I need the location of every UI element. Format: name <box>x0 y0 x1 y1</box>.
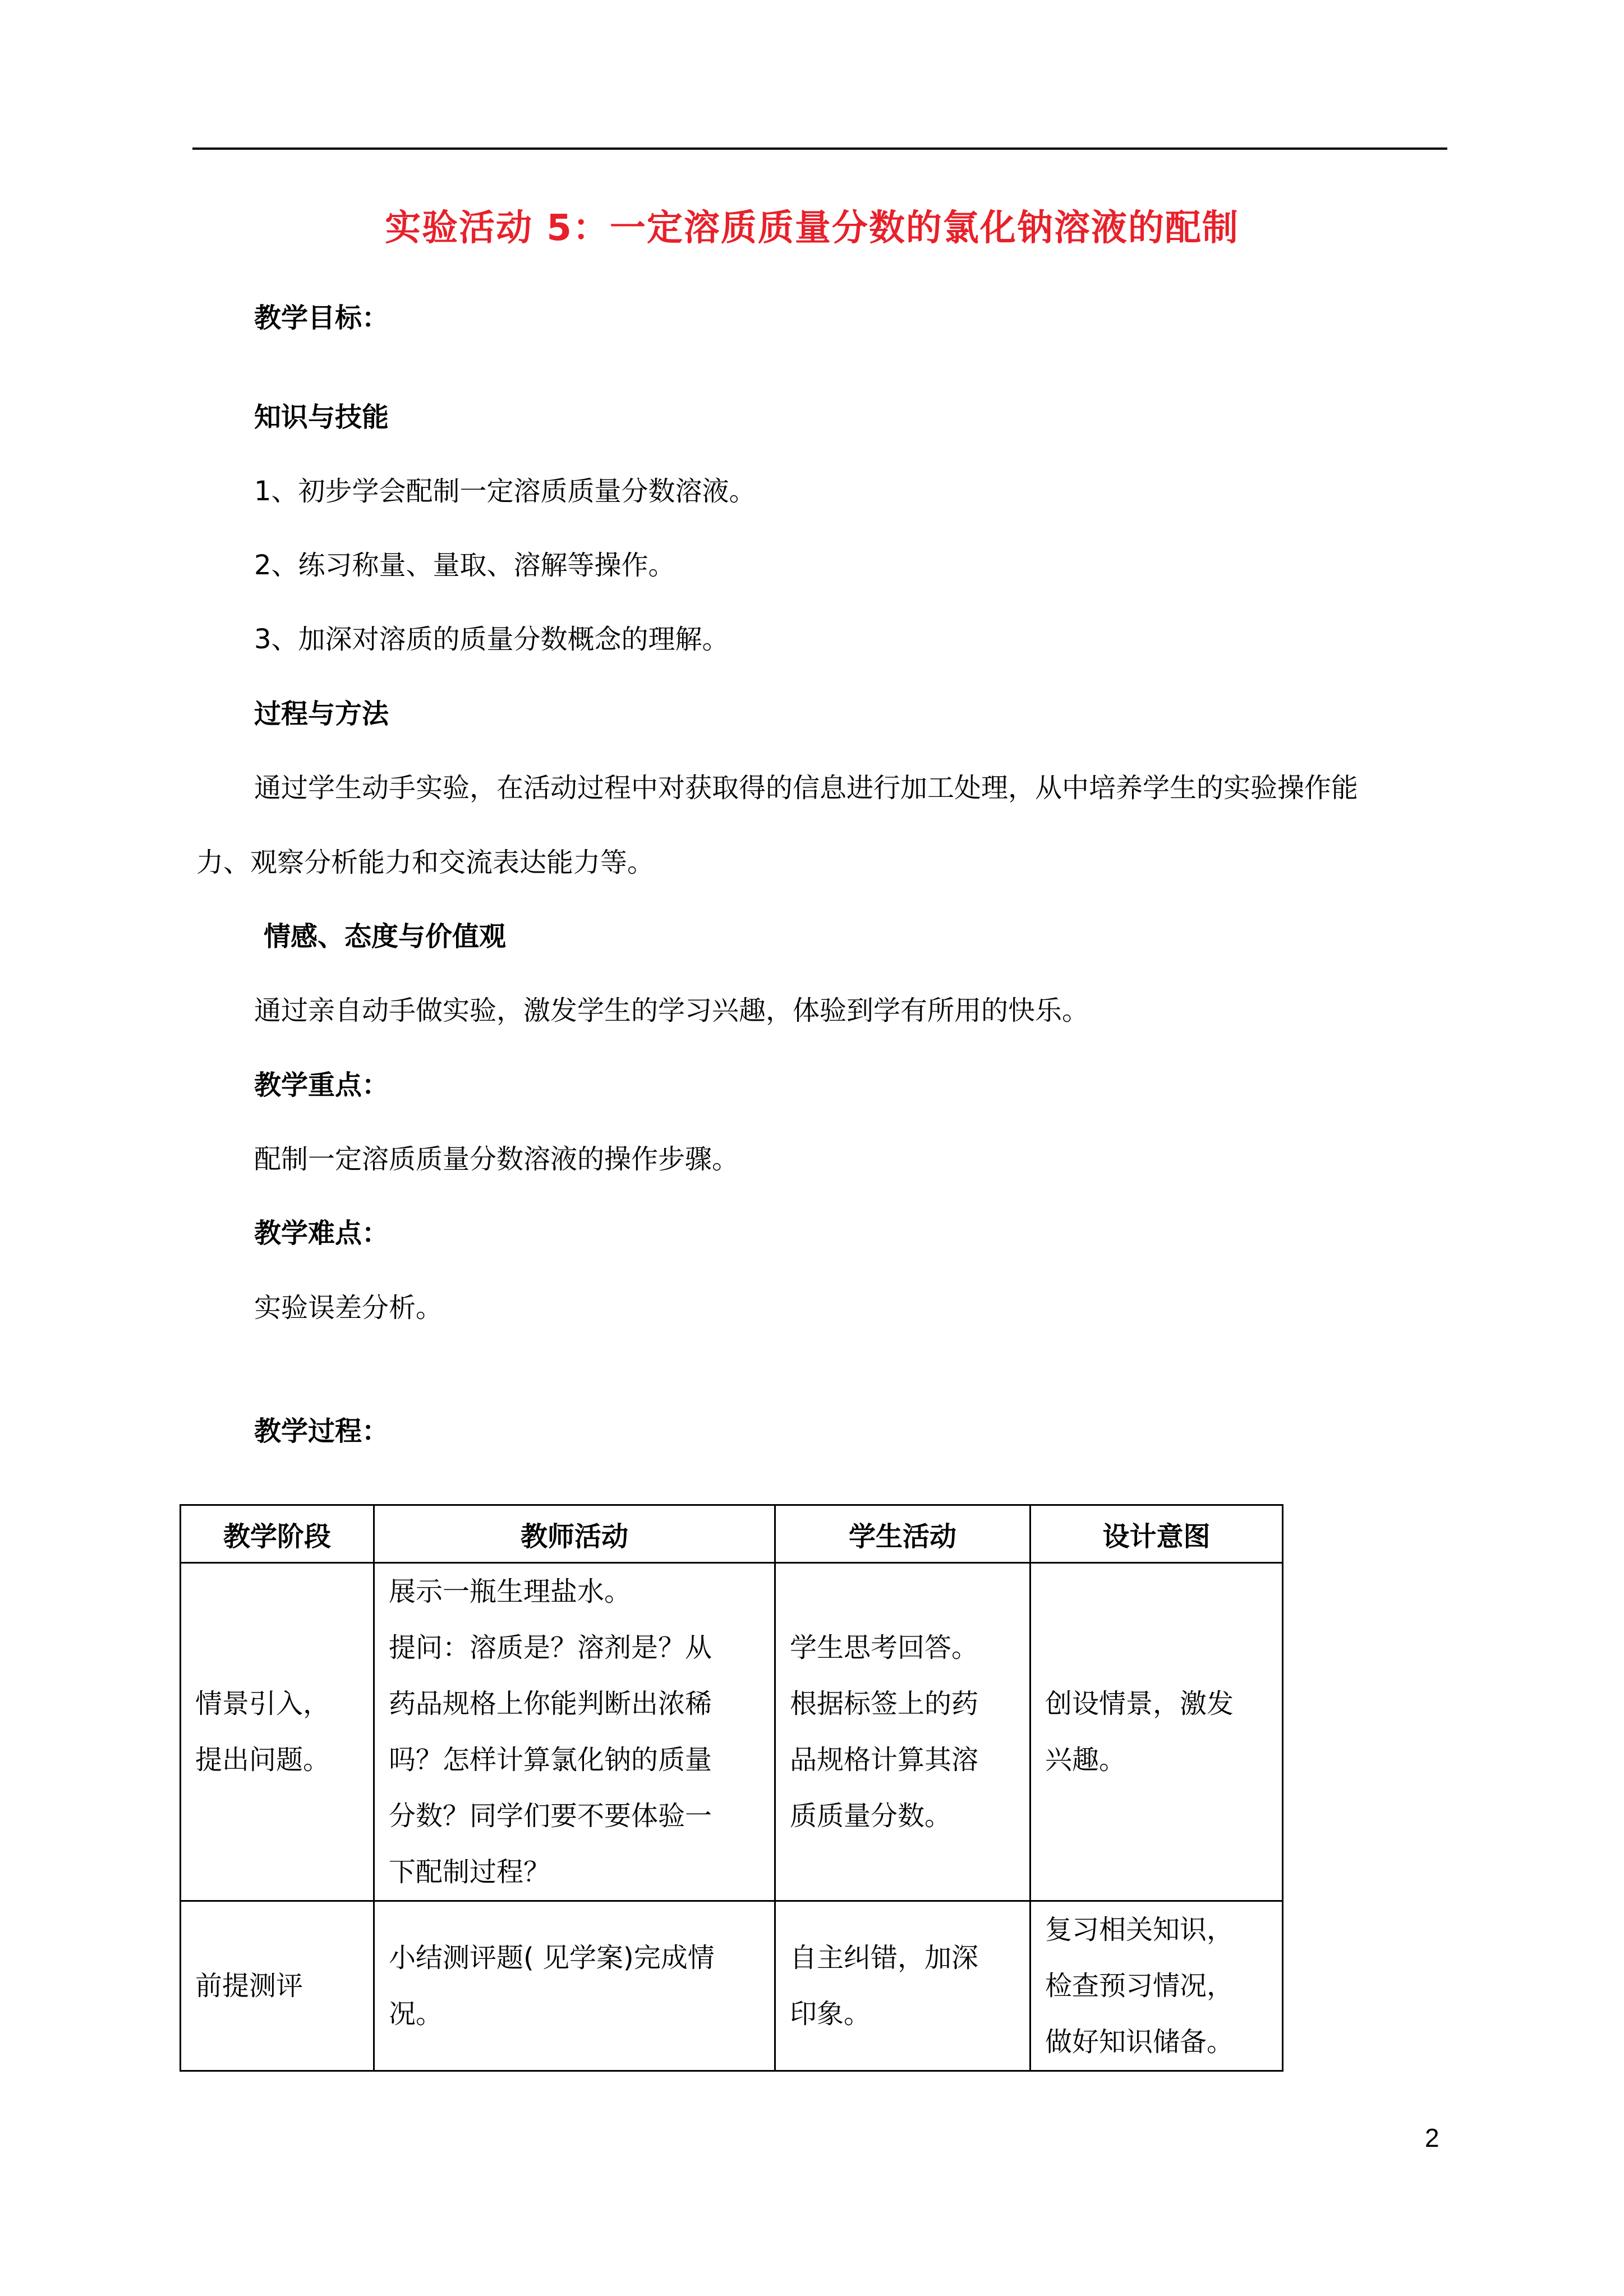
student-cell <box>775 1563 1030 1901</box>
page-number: 2 <box>1425 2123 1439 2152</box>
column-header-stage: 教学阶段 <box>181 1505 374 1563</box>
table-row <box>181 1901 1283 2071</box>
student-line: 品规格计算其溶 <box>790 1744 979 1776</box>
student-line: 根据标签上的药 <box>790 1688 979 1719</box>
difficulty-heading: 教学难点： <box>254 1218 389 1249</box>
process-heading: 过程与方法 <box>254 698 389 730</box>
teacher-line: 提问：溶质是？溶剂是？从 <box>389 1632 712 1663</box>
stage-line: 提出问题。 <box>195 1744 330 1776</box>
intent-line: 兴趣。 <box>1045 1744 1126 1776</box>
teacher-line: 药品规格上你能判断出浓稀 <box>389 1688 712 1719</box>
student-line: 学生思考回答。 <box>790 1632 979 1663</box>
student-cell <box>775 1901 1030 2071</box>
intent-cell <box>1030 1901 1283 2071</box>
objectives-heading: 教学目标： <box>254 302 389 334</box>
intent-line: 做好知识储备。 <box>1045 2026 1234 2058</box>
column-header-teacher: 教师活动 <box>374 1505 775 1563</box>
teacher-line: 下配制过程？ <box>389 1856 551 1888</box>
intent-cell <box>1030 1563 1283 1901</box>
key-heading: 教学重点： <box>254 1069 389 1101</box>
difficulty-text: 实验误差分析。 <box>254 1292 443 1324</box>
stage-cell <box>181 1901 374 2071</box>
intent-line: 检查预习情况， <box>1045 1970 1234 2002</box>
teacher-line: 分数？同学们要不要体验一 <box>389 1800 712 1832</box>
teaching-process-table <box>180 1504 1283 2072</box>
student-line: 自主纠错，加深 <box>790 1942 979 1974</box>
knowledge-item: 3、加深对溶质的质量分数概念的理解。 <box>254 624 729 655</box>
teacher-line: 小结测评题( 见学案)完成情 <box>389 1942 715 1974</box>
student-line: 质质量分数。 <box>790 1800 952 1832</box>
teacher-cell <box>374 1563 775 1901</box>
knowledge-item: 1、初步学会配制一定溶质质量分数溶液。 <box>254 476 756 507</box>
knowledge-item: 2、练习称量、量取、溶解等操作。 <box>254 550 675 581</box>
header-rule <box>192 147 1447 150</box>
stage-line: 情景引入， <box>195 1688 330 1719</box>
column-header-intent: 设计意图 <box>1030 1505 1283 1563</box>
knowledge-heading: 知识与技能 <box>254 402 389 433</box>
emotion-heading: 情感、态度与价值观 <box>264 921 507 952</box>
teacher-line: 展示一瓶生理盐水。 <box>389 1576 632 1607</box>
procedure-heading: 教学过程： <box>254 1416 389 1447</box>
stage-cell <box>181 1563 374 1901</box>
intent-line: 创设情景，激发 <box>1045 1688 1234 1719</box>
column-header-student: 学生活动 <box>775 1505 1030 1563</box>
process-text-line1: 通过学生动手实验，在活动过程中对获取得的信息进行加工处理，从中培养学生的实验操作能 <box>254 772 1359 804</box>
intent-line: 复习相关知识， <box>1045 1914 1234 1945</box>
page-title: 实验活动 5：一定溶质质量分数的氯化钠溶液的配制 <box>385 208 1239 249</box>
teacher-cell <box>374 1901 775 2071</box>
key-text: 配制一定溶质质量分数溶液的操作步骤。 <box>254 1144 739 1175</box>
student-line: 印象。 <box>790 1998 871 2030</box>
stage-line: 前提测评 <box>195 1970 303 2002</box>
table-row <box>181 1563 1283 1901</box>
teacher-line: 况。 <box>389 1998 443 2030</box>
table-header-row <box>181 1505 1283 1563</box>
emotion-text: 通过亲自动手做实验，激发学生的学习兴趣，体验到学有所用的快乐。 <box>254 995 1089 1026</box>
teacher-line: 吗？怎样计算氯化钠的质量 <box>389 1744 712 1776</box>
process-text-line2: 力、观察分析能力和交流表达能力等。 <box>196 847 655 878</box>
